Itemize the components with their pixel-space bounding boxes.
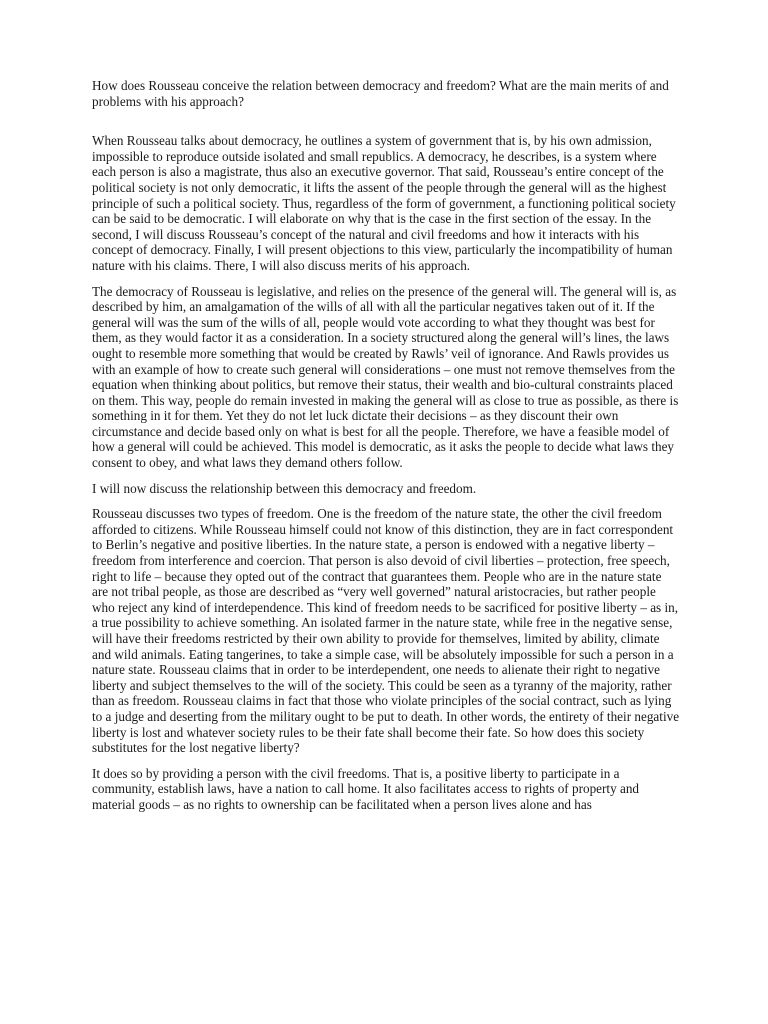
paragraph-civil-freedoms: It does so by providing a person with the civil freedoms. That is, a positive liberty to participate in a community, establish laws, have a nation to call home. It also facilitates access to rights of property and material goods – as no rights to ownership can be facilitated when a person lives alone and has: [92, 765, 640, 812]
paragraph-transition: I will now discuss the relationship between this democracy and freedom.: [92, 480, 477, 496]
essay-question: How does Rousseau conceive the relation between democracy and freedom? What are the main merits of and problems with his approach?: [92, 78, 669, 109]
document-page: [92, 78, 680, 823]
paragraph-two-freedoms: Rousseau discusses two types of freedom. One is the freedom of the nature state, the other the civil freedom afforded to citizens. While Rousseau himself could not know of this distinction, they are in fact correspondent to Berlin’s negative and positive liberties. In the nature state, a person is endowed with a negative liberty – freedom from interference and coercion. That person is also devoid of civil liberties – protection, free speech, right to life – because they opted out of the contract that guarantees them. People who are in the nature state are not tribal people, as those are described as “very well governed” natural aristocracies, but rather people who reject any kind of interdependence. This kind of freedom needs to be sacrificed for positive liberty – as in, a true possibility to achieve something. An isolated farmer in the nature state, while free in the negative sense, will have their freedoms restricted by their own ability to provide for themselves, limited by ability, climate and wild animals. Eating tangerines, to take a simple case, will be absolutely impossible for such a person in a nature state. Rousseau claims that in order to be interdependent, one needs to alienate their right to negative liberty and subject themselves to the will of the society. This could be seen as a tyranny of the majority, rather than as freedom. Rousseau claims in fact that those who violate principles of the social contract, such as lying to a judge and deserting from the military ought to be put to death. In other words, the entirety of their negative liberty is lost and whatever society rules to be their fate shall become their fate. So how does this society substitutes for the lost negative liberty?: [92, 506, 680, 756]
paragraph-general-will: The democracy of Rousseau is legislative, and relies on the presence of the general will. The general will is, as described by him, an amalgamation of the wills of all with all the particular negatives taken out of it. If the general will was the sum of the wills of all, people would vote according to what they thought was best for them, as they would factor it as a consideration. In a society structured along the general will’s lines, the laws ought to resemble more something that would be created by Rawls’ veil of ignorance. And Rawls provides us with an example of how to create such general will considerations – one must not remove themselves from the equation when thinking about politics, but remove their status, their wealth and bio-cultural constraints placed on them. This way, people do remain invested in making the general will as close to true as possible, as there is something in it for them. Yet they do not let luck dictate their decisions – as they discount their own circumstance and decide based only on what is best for all the people. Therefore, we have a feasible model of how a general will could be achieved. This model is democratic, as it asks the people to decide what laws they consent to obey, and what laws they demand others follow.: [92, 283, 679, 471]
paragraph-introduction: When Rousseau talks about democracy, he outlines a system of government that is, by his own admission, impossible to reproduce outside isolated and small republics. A democracy, he describes, is a system where each person is also a magistrate, thus also an executive governor. That said, Rousseau’s entire concept of the political society is not only democratic, it lifts the assent of the people through the general will as the highest principle of such a political society. Thus, regardless of the form of government, a functioning political society can be said to be democratic. I will elaborate on why that is the case in the first section of the essay. In the second, I will discuss Rousseau’s concept of the natural and civil freedoms and how it interacts with his concept of democracy. Finally, I will present objections to this view, particularly the incompatibility of human nature with his claims. There, I will also discuss merits of his approach.: [92, 133, 676, 273]
